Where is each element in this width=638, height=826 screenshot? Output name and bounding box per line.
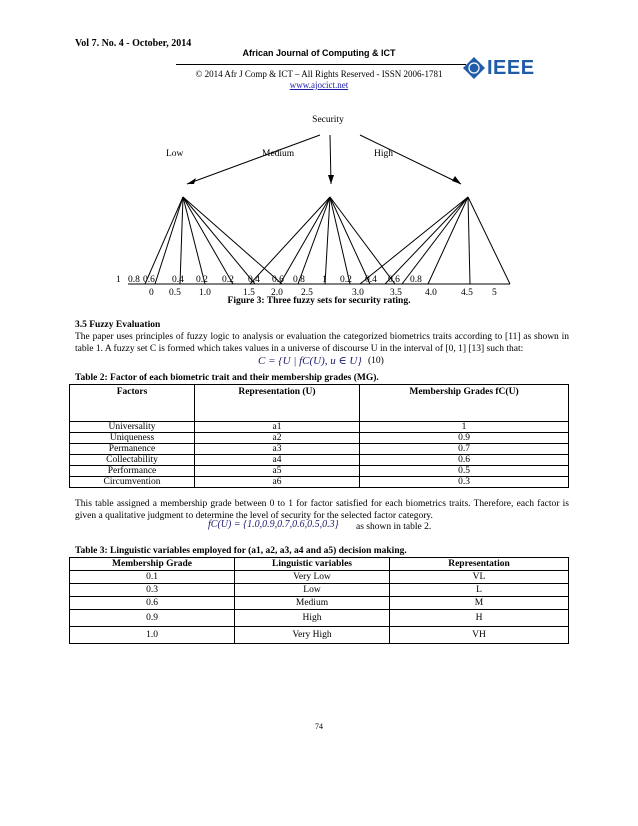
figure-root-label: Security	[312, 115, 344, 125]
table2-row	[70, 422, 569, 433]
table2-row-cell: a1	[195, 422, 360, 433]
figure-top-number: 0.4	[365, 275, 377, 285]
section-paragraph: The paper uses principles of fuzzy logic to analysis or evaluation the categorized biometrics traits according to [11] as shown in table 1. A fuzzy set C is formed which takes values in a universe of discourse U in the interval of [0, 1] [13] such that:	[75, 332, 569, 354]
table3-row-cell: H	[390, 610, 569, 627]
table3-row-cell: VL	[390, 571, 569, 584]
figure-bottom-number: 1.5	[243, 288, 255, 298]
table2-row	[70, 466, 569, 477]
table3-row-cell: VH	[390, 627, 569, 644]
table2-row-cell: Performance	[70, 466, 195, 477]
figure-bottom-number: 3.0	[352, 288, 364, 298]
figure-top-number: 0.2	[196, 275, 208, 285]
table3-row	[70, 627, 569, 644]
table3	[69, 557, 569, 644]
table3-caption: Table 3: Linguistic variables employed for (a1, a2, a3, a4 and a5) decision making.	[75, 546, 407, 556]
membership-formula-suffix: as shown in table 2.	[356, 522, 432, 532]
table2	[69, 384, 569, 488]
table3-row-cell: 0.9	[70, 610, 235, 627]
table2-header: Membership Grades fC(U)	[360, 385, 569, 422]
table2-row-cell: 0.9	[360, 433, 569, 444]
copyright-line: © 2014 Afr J Comp & ICT – All Rights Reserved - ISSN 2006-1781	[195, 69, 443, 79]
figure-top-number: 0.6	[388, 275, 400, 285]
table2-row-cell: 1	[360, 422, 569, 433]
figure-top-number: 0.8	[293, 275, 305, 285]
table2-caption: Table 2: Factor of each biometric trait and their membership grades (MG).	[75, 373, 379, 383]
table2-row-cell: 0.6	[360, 455, 569, 466]
table3-row-cell: L	[390, 584, 569, 597]
figure-top-number: 1	[116, 275, 121, 285]
figure-caption: Figure 3: Three fuzzy sets for security rating.	[227, 296, 411, 306]
table3-row-cell: 0.1	[70, 571, 235, 584]
ieee-logo-text: IEEE	[487, 57, 535, 79]
arrowhead-low	[187, 178, 196, 184]
table2-row-cell: 0.5	[360, 466, 569, 477]
arrow-to-low	[187, 135, 320, 184]
figure-bottom-number: 0.5	[169, 288, 181, 298]
table3-row-cell: 0.3	[70, 584, 235, 597]
table2-row-cell: 0.7	[360, 444, 569, 455]
table3-row	[70, 597, 569, 610]
table2-row-cell: Universality	[70, 422, 195, 433]
table2-row-cell: a6	[195, 477, 360, 488]
figure-branch-medium: Medium	[262, 149, 295, 159]
arrowhead-high	[452, 176, 461, 184]
table3-header: Representation	[390, 558, 569, 571]
paragraph-2: This table assigned a membership grade between 0 to 1 for factor satisfied for each biometrics traits. Therefore, each factor is given a qualitative judgment to determine the level of security for the selected factor category.	[75, 499, 569, 521]
figure-top-number: 0.8	[410, 275, 422, 285]
figure-top-number: 0.6	[143, 275, 155, 285]
figure-top-number: 1	[322, 275, 327, 285]
table2-header: Factors	[70, 385, 195, 422]
figure-bottom-number: 3.5	[390, 288, 402, 298]
table3-header: Linguistic variables	[235, 558, 390, 571]
section-title: 3.5 Fuzzy Evaluation	[75, 320, 161, 330]
arrowhead-medium	[328, 175, 334, 184]
table2-row-cell: a2	[195, 433, 360, 444]
table3-row	[70, 584, 569, 597]
table2-row	[70, 433, 569, 444]
arrow-to-high	[360, 135, 461, 184]
table2-row	[70, 455, 569, 466]
fuzzy-sets-figure	[0, 100, 638, 300]
figure-bottom-number: 2.5	[301, 288, 313, 298]
table3-row-cell: M	[390, 597, 569, 610]
table3-row-cell: High	[235, 610, 390, 627]
table2-row-cell: Permanence	[70, 444, 195, 455]
table3-row	[70, 571, 569, 584]
figure-top-number: 0.8	[128, 275, 140, 285]
figure-top-number: 0.4	[172, 275, 184, 285]
figure-bottom-number: 5	[492, 288, 497, 298]
figure-bottom-number: 4.5	[461, 288, 473, 298]
table2-row-cell: Uniqueness	[70, 433, 195, 444]
table2-row-cell: Collectability	[70, 455, 195, 466]
table3-row	[70, 610, 569, 627]
table3-header: Membership Grade	[70, 558, 235, 571]
table2-header: Representation (U)	[195, 385, 360, 422]
membership-formula: fC(U) = {1.0,0.9,0.7,0.6,0.5,0.3}	[208, 519, 339, 530]
table2-row-cell: Circumvention	[70, 477, 195, 488]
table2-row-cell: a5	[195, 466, 360, 477]
ieee-diamond-icon	[462, 56, 486, 80]
figure-top-number: 0.4	[248, 275, 260, 285]
figure-bottom-number: 1.0	[199, 288, 211, 298]
figure-bottom-number: 0	[149, 288, 154, 298]
page-number: 74	[315, 722, 323, 731]
table3-row-cell: Very Low	[235, 571, 390, 584]
equation-number: (10)	[368, 356, 384, 366]
journal-url-link[interactable]: www.ajocict.net	[289, 80, 349, 90]
header-rule	[176, 64, 466, 65]
figure-branch-low: Low	[166, 149, 184, 159]
journal-title: African Journal of Computing & ICT	[242, 48, 396, 58]
fuzzy-set-formula: C = {U | fC(U), u ∈ U}	[258, 355, 362, 367]
figure-top-number: 0.2	[222, 275, 234, 285]
figure-bottom-number: 2.0	[271, 288, 283, 298]
table3-row-cell: Medium	[235, 597, 390, 610]
table2-row-cell: 0.3	[360, 477, 569, 488]
figure-bottom-number: 4.0	[425, 288, 437, 298]
figure-top-number: 0.6	[272, 275, 284, 285]
table2-row	[70, 477, 569, 488]
table2-row-cell: a4	[195, 455, 360, 466]
figure-branch-high: High	[374, 149, 393, 159]
volume-label: Vol 7. No. 4 - October, 2014	[75, 38, 192, 49]
table3-row-cell: Low	[235, 584, 390, 597]
table3-row-cell: 0.6	[70, 597, 235, 610]
figure-top-number: 0.2	[340, 275, 352, 285]
table2-row	[70, 444, 569, 455]
table3-row-cell: Very High	[235, 627, 390, 644]
table3-row-cell: 1.0	[70, 627, 235, 644]
table2-row-cell: a3	[195, 444, 360, 455]
